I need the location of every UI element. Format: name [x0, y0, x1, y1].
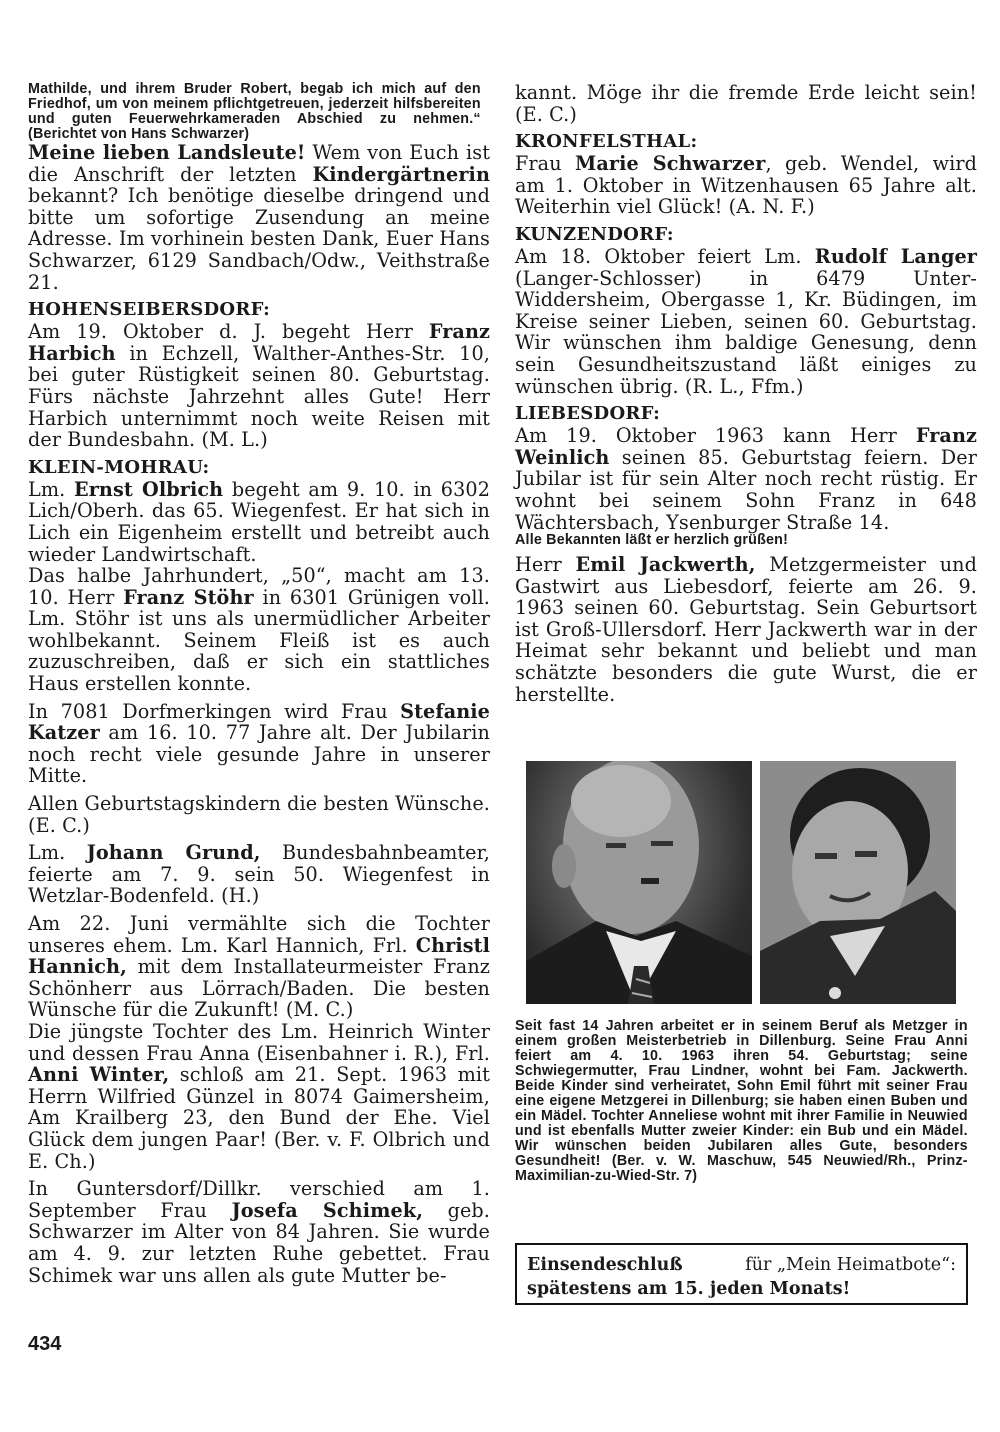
- continuation-paragraph: kannt. Möge ihr die fremde Erde leicht sein! (E. C.): [515, 81, 977, 126]
- person-name: Franz Stöhr: [123, 585, 254, 609]
- text: Am 22. Juni vermählte sich die Tochter unseres ehem. Lm. Karl Hannich, Frl.: [28, 912, 490, 957]
- notice-line-2: spätestens am 15. jeden Monats!: [527, 1279, 851, 1299]
- text: , geb. Wendel, wird am 1. Oktober in Witzenhausen 65 Jahre alt. Weiterhin viel Glück! (A. N. F.): [515, 152, 977, 219]
- text: In 7081 Dorfmerkingen wird Frau: [28, 699, 401, 723]
- text: Am 18. Oktober feiert Lm.: [515, 244, 815, 268]
- text: Lm.: [28, 477, 74, 501]
- right-column: [515, 82, 977, 711]
- bold-phrase: Kindergärtnerin: [312, 162, 490, 186]
- kunzendorf-paragraph: [515, 246, 977, 397]
- person-name: Franz Weinlich: [515, 424, 977, 469]
- portrait-photos: [526, 761, 956, 1004]
- klein-mohrau-paragraph-3: [28, 701, 490, 787]
- intro-paragraph: Mathilde, und ihrem Bruder Robert, begab ich mich auf den Friedhof, um von meinem pflichtgetreuen, jederzeit hilfsbereiten und guten Feuerwehrkameraden Abschied zu nehmen.“ (Berichtet von Hans Schwarzer): [28, 81, 481, 142]
- person-name: Christl Hannich,: [28, 933, 490, 979]
- text: Die jüngste Tochter des Lm. Heinrich Winter und dessen Frau Anna (Eisenbahner i. R.), Frl.: [28, 1019, 490, 1065]
- bold-phrase: Meine lieben Landsleute!: [28, 141, 306, 164]
- liebesdorf-paragraph-1: [515, 425, 977, 533]
- text: Lm.: [28, 841, 87, 865]
- klein-mohrau-paragraph-4: Allen Geburtstagskindern die besten Wünsche. (E. C.): [28, 792, 491, 837]
- text: geb. Schwarzer im Alter von 84 Jahren. Sie wurde am 4. 9. zur letzten Ruhe gebettet. Frau Schimek war uns allen als gute Mutter be-: [28, 1198, 490, 1287]
- person-name: Johann Grund,: [86, 841, 261, 865]
- text: Wem von Euch ist die Anschrift der letzten: [28, 141, 491, 186]
- appeal-paragraph: [28, 142, 490, 293]
- person-name: Ernst Olbrich: [73, 477, 224, 501]
- text: in Echzell, Walther-Anthes-Str. 10, bei guter Rüstigkeit seinen 80. Geburtstag. Fürs nächste Jahrzehnt alles Gute! Herr Harbich unternimmt noch weite Reisen mit der Bundesbahn. (M. L.): [28, 341, 490, 452]
- text: Herr: [515, 553, 576, 577]
- text: bekannt? Ich benötige dieselbe dringend und bitte um sofortige Zusendung an meine Adresse. Im vorhinein besten Dank, Euer Hans Schwarzer, 6129 Sandbach/Odw., Veithstraße 21.: [28, 184, 490, 294]
- text: Das halbe Jahrhundert, „50“, macht am 13. 10. Herr: [28, 564, 490, 609]
- hohenseibersdorf-paragraph: [28, 321, 490, 451]
- person-name: Josefa Schimek,: [231, 1198, 423, 1222]
- submission-deadline-notice: [515, 1243, 968, 1305]
- person-name: Stefanie Katzer: [28, 699, 490, 745]
- text: Bundesbahnbeamter, feierte am 7. 9. sein 50. Wiegenfest in Wetzlar-Bodenfeld. (H.): [28, 841, 490, 908]
- section-heading-hohenseibersdorf: HOHENSEIBERSDORF:: [28, 299, 271, 321]
- klein-mohrau-paragraph-5: [28, 842, 490, 907]
- notice-line-1: [527, 1253, 956, 1277]
- person-name: Anni Winter,: [28, 1063, 170, 1087]
- klein-mohrau-paragraph-7: [28, 1021, 490, 1172]
- section-heading-kronfelsthal: KRONFELSTHAL:: [515, 131, 698, 153]
- woman-portrait-illustration: [760, 761, 956, 1004]
- person-name: Marie Schwarzer: [575, 152, 766, 176]
- klein-mohrau-paragraph-6: [28, 913, 490, 1021]
- left-column: [28, 82, 490, 1292]
- text: begeht am 9. 10. in 6302 Lich/Oberh. das 65. Wiegenfest. Er hat sich in Lich ein Eigenheim erstellt und betreibt auch wieder Landwirtschaft.: [28, 477, 490, 566]
- person-name: Franz Harbich: [28, 320, 490, 365]
- text: In Guntersdorf/Dillkr. verschied am 1. September Frau: [28, 1177, 490, 1222]
- kronfelsthal-paragraph: [515, 153, 977, 218]
- text: schloß am 21. Sept. 1963 mit Herrn Wilfried Günzel in 8074 Gaimersheim, Am Krailberg 23, den Bund der Ehe. Viel Glück dem jungen Paar! (Ber. v. F. Olbrich und E. Ch.): [28, 1063, 490, 1173]
- portrait-photo-woman: [760, 761, 956, 1004]
- page-number: 434: [28, 1333, 62, 1355]
- person-name: Emil Jackwerth,: [575, 553, 756, 577]
- text: seinen 85. Geburtstag feiern. Der Jubilar ist für sein Alter noch recht rüstig. Er wohnt bei seinem Sohn Franz in 648 Wächtersbach, Ysenburger Straße 14.: [515, 445, 977, 534]
- text: Am 19. Oktober d. J. begeht Herr: [28, 320, 429, 344]
- notice-bold-text: Einsendeschluß: [527, 1255, 683, 1275]
- klein-mohrau-paragraph-2: [28, 565, 490, 695]
- klein-mohrau-paragraph-8: [28, 1178, 490, 1286]
- text: (Langer-Schlosser) in 6479 Unter-Widdersheim, Obergasse 1, Kr. Büdingen, im Kreise seiner Lieben, seinen 60. Geburtstag. Wir wünschen ihm baldige Genesung, denn sein Gesundheitszustand läßt einiges zu wünschen übrig. (R. L., Ffm.): [515, 266, 977, 398]
- klein-mohrau-paragraph-1: [28, 479, 490, 565]
- text: Frau: [515, 152, 576, 176]
- portrait-photo-man: [526, 761, 752, 1004]
- liebesdorf-paragraph-2: [515, 554, 977, 705]
- text: in 6301 Grünigen voll. Lm. Stöhr ist uns als unermüdlicher Arbeiter wohlbekannt. Seinem Fleiß ist es auch zuzuschreiben, daß er sich ein stattliches Haus erstellen konnte.: [28, 585, 491, 696]
- person-name: Rudolf Langer: [814, 244, 977, 268]
- section-heading-klein-mohrau: KLEIN-MOHRAU:: [28, 456, 210, 478]
- text: Am 19. Oktober 1963 kann Herr: [515, 424, 916, 448]
- text: am 16. 10. 77 Jahre alt. Der Jubilarin noch recht viele gesunde Jahre in unserer Mitte.: [28, 721, 490, 788]
- man-portrait-illustration: [526, 761, 752, 1004]
- greeting-line: Alle Bekannten läßt er herzlich grüßen!: [515, 532, 789, 549]
- photo-caption: Seit fast 14 Jahren arbeitet er in seinem Beruf als Metzger in einem großen Meisterbetrieb in Dillenburg. Seine Frau Anni feiert am 4. 10. 1963 ihren 54. Geburtstag; seine Schwiegermutter, Frau Lindner, wohnt bei Fam. Jackwerth. Beide Kinder sind verheiratet, Sohn Emil führt mit seiner Frau eine eigene Metzgerei in Dillenburg; sie haben einen Buben und ein Mädel. Tochter Anneliese wohnt mit ihrer Familie in Neuwied und ist ebenfalls Mutter zweier Kinder: ein Bub und ein Mädel. Wir wünschen beiden Jubilaren alles Gute, besonders Gesundheit! (Ber. v. W. Maschuw, 545 Neuwied/Rh., Prinz-Maximilian-zu-Wied-Str. 7): [515, 1018, 968, 1184]
- text: mit dem Installateurmeister Franz Schönherr aus Lörrach/Baden. Die besten Wünsche für die Zukunft! (M. C.): [28, 955, 490, 1022]
- text: Metzgermeister und Gastwirt aus Liebesdorf, feierte am 26. 9. 1963 seinen 60. Geburtstag. Sein Geburtsort ist Groß-Ullersdorf. Herr Jackwerth war in der Heimat sehr bekannt und beliebt und man schätzte besonders die gute Wurst, die er herstellte.: [515, 553, 977, 706]
- section-heading-liebesdorf: LIEBESDORF:: [515, 403, 661, 425]
- notice-normal-text: für „Mein Heimatbote“:: [745, 1255, 956, 1275]
- section-heading-kunzendorf: KUNZENDORF:: [515, 223, 674, 245]
